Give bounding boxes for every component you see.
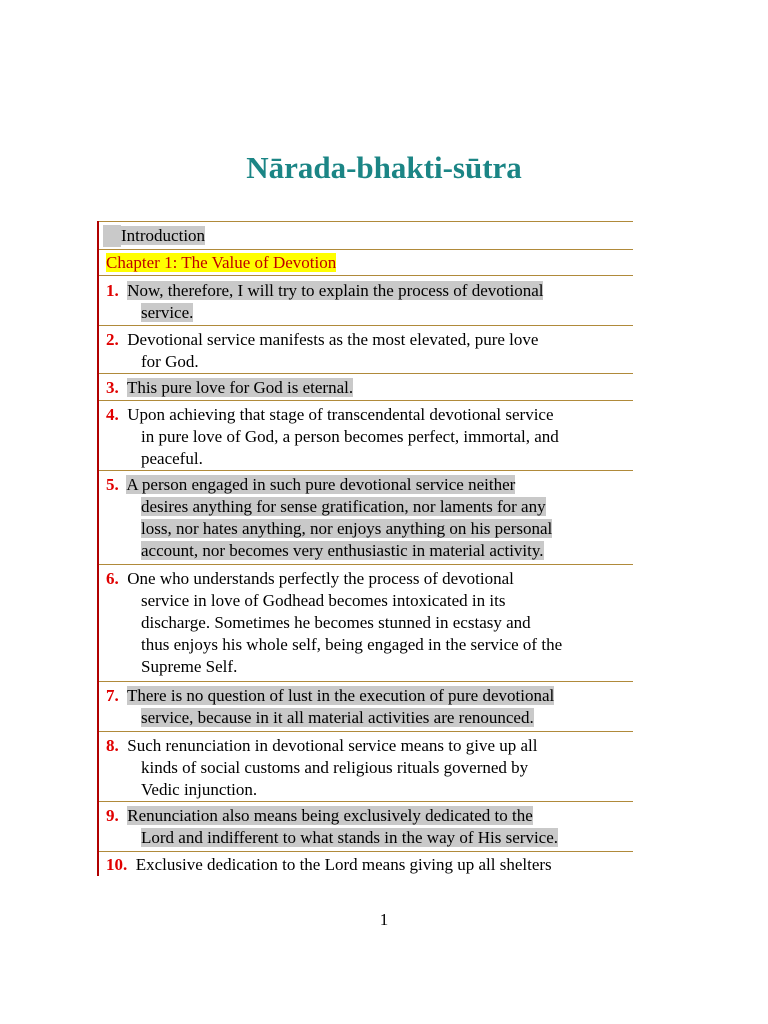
sutra-text-line: A person engaged in such pure devotional service neither: [126, 475, 516, 494]
sutra-number: 7.: [106, 686, 119, 705]
sutra-row: [99, 851, 633, 876]
sutra-text-line: for God.: [141, 352, 199, 371]
sutra-row: [99, 470, 633, 564]
row-text: Introduction: [121, 226, 206, 245]
sutra-text-line: Upon achieving that stage of transcendental devotional service: [127, 405, 554, 424]
chapter-heading: Chapter 1: The Value of Devotion: [106, 253, 337, 272]
sutra-row: [99, 275, 633, 325]
sutra-table: [97, 221, 633, 876]
sutra-text-line: peaceful.: [141, 449, 203, 468]
sutra-number: 4.: [106, 405, 119, 424]
sutra-text-line: Exclusive dedication to the Lord means giving up all shelters: [135, 855, 552, 874]
sutra-text-line: discharge. Sometimes he becomes stunned in ecstasy and: [141, 613, 531, 632]
sutra-text-line: thus enjoys his whole self, being engaged in the service of the: [141, 635, 563, 654]
sutra-row: [99, 564, 633, 681]
sutra-text-line: Renunciation also means being exclusively dedicated to the: [127, 806, 533, 825]
sutra-row: [99, 681, 633, 731]
highlight-pad: [103, 225, 121, 247]
sutra-number: 9.: [106, 806, 119, 825]
sutra-number: 3.: [106, 378, 119, 397]
sutra-text-line: desires anything for sense gratification, nor laments for any: [141, 497, 546, 516]
sutra-text-line: One who understands perfectly the process of devotional: [127, 569, 514, 588]
sutra-number: 6.: [106, 569, 119, 588]
sutra-text-line: in pure love of God, a person becomes perfect, immortal, and: [141, 427, 559, 446]
sutra-text-line: Devotional service manifests as the most elevated, pure love: [127, 330, 539, 349]
page-number: 1: [379, 910, 389, 929]
sutra-text-line: Such renunciation in devotional service means to give up all: [127, 736, 538, 755]
sutra-number: 5.: [106, 475, 119, 494]
chapter-heading-row[interactable]: [99, 249, 633, 275]
sutra-text-line: This pure love for God is eternal.: [126, 378, 354, 397]
sutra-text-line: service.: [141, 303, 194, 322]
sutra-row: [99, 325, 633, 373]
sutra-text-line: service, because in it all material activities are renounced.: [141, 708, 534, 727]
sutra-number: 10.: [106, 855, 128, 874]
sutra-text-line: kinds of social customs and religious rituals governed by: [141, 758, 529, 777]
sutra-text-line: Lord and indifferent to what stands in the way of His service.: [141, 828, 559, 847]
sutra-row: [99, 731, 633, 801]
sutra-row: [99, 373, 633, 400]
sutra-text-line: There is no question of lust in the execution of pure devotional: [126, 686, 555, 705]
sutra-text-line: Vedic injunction.: [141, 780, 258, 799]
document-title: Nārada-bhakti-sūtra: [246, 150, 522, 185]
sutra-text-line: account, nor becomes very enthusiastic in material activity.: [141, 541, 544, 560]
sutra-text-line: service in love of Godhead becomes intoxicated in its: [141, 591, 506, 610]
sutra-row: [99, 801, 633, 851]
toc-row-introduction[interactable]: [99, 221, 633, 249]
sutra-number: 1.: [106, 281, 119, 300]
sutra-text-line: loss, nor hates anything, nor enjoys anything on his personal: [141, 519, 553, 538]
sutra-row: [99, 400, 633, 470]
sutra-number: 8.: [106, 736, 119, 755]
sutra-text-line: Now, therefore, I will try to explain the process of devotional: [127, 281, 544, 300]
sutra-text-line: Supreme Self.: [141, 657, 238, 676]
sutra-number: 2.: [106, 330, 119, 349]
